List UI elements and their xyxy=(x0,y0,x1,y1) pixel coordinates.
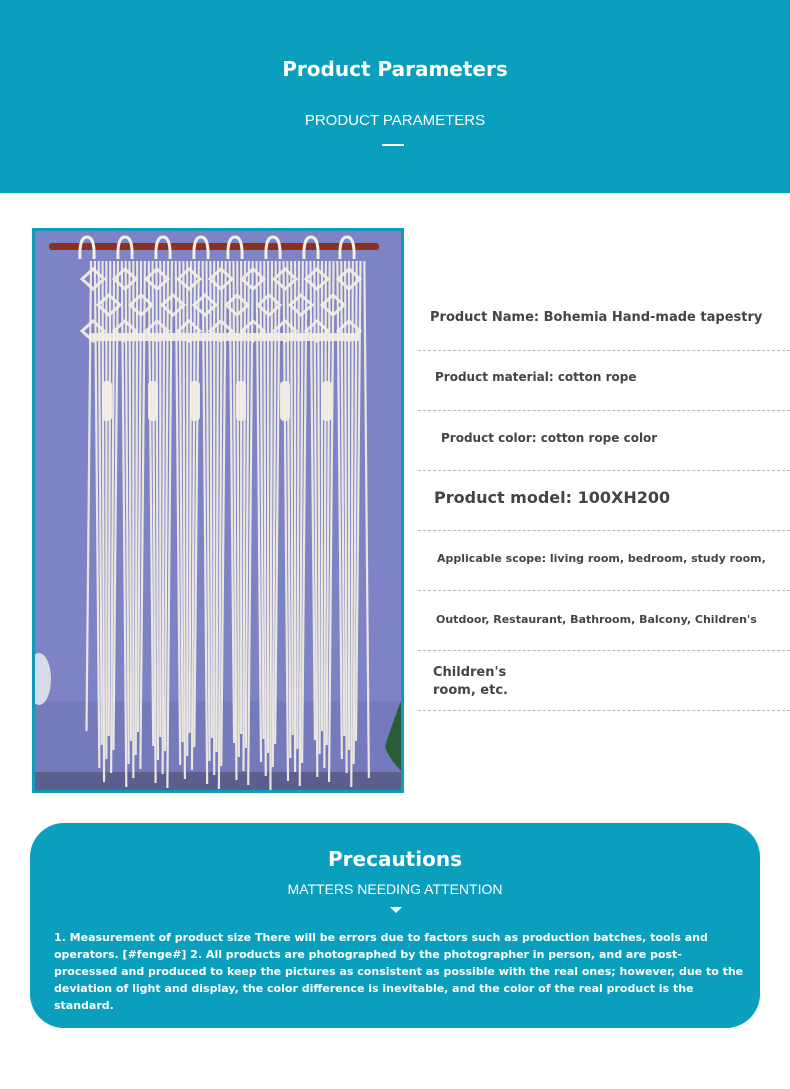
rope-strand xyxy=(291,261,293,735)
param-row-material xyxy=(418,350,790,411)
rope-tassel xyxy=(190,381,200,421)
param-row-scope-continued xyxy=(418,590,790,651)
param-row-scope-end xyxy=(418,650,790,711)
header-banner xyxy=(0,0,790,193)
rope-strand xyxy=(190,261,192,733)
tapestry-illustration xyxy=(35,231,401,790)
header-subtitle: PRODUCT PARAMETERS xyxy=(304,112,486,129)
triangle-down-icon xyxy=(390,907,402,913)
rope-tassel xyxy=(102,381,112,421)
applicable-scope-end xyxy=(433,664,508,700)
precautions-panel xyxy=(30,823,760,1028)
scope-end-line2: room, etc. xyxy=(433,683,508,698)
rope-tassel xyxy=(322,381,332,421)
precautions-subtitle: MATTERS NEEDING ATTENTION xyxy=(287,881,503,897)
product-name: Product Name: Bohemia Hand-made tapestry xyxy=(430,310,763,325)
param-row-scope xyxy=(418,530,790,591)
applicable-scope-continued: Outdoor, Restaurant, Bathroom, Balcony, Children's xyxy=(436,613,757,626)
param-row-model xyxy=(418,470,790,531)
rope-tassel xyxy=(280,381,290,421)
rope-strand xyxy=(109,261,111,736)
product-material: Product material: cotton rope xyxy=(435,370,637,384)
applicable-scope: Applicable scope: living room, bedroom, study room, xyxy=(437,552,766,565)
product-color: Product color: cotton rope color xyxy=(441,431,658,445)
param-row-color xyxy=(418,410,790,471)
rope-tassel xyxy=(236,381,246,421)
header-divider xyxy=(382,144,404,146)
product-model: Product model: 100XH200 xyxy=(434,488,671,507)
param-row-name xyxy=(418,290,790,351)
header-title: Product Parameters xyxy=(282,57,508,81)
knot-bar xyxy=(89,333,359,341)
precautions-body: 1. Measurement of product size There will be errors due to factors such as production batches, tools and operators. [#fenge#] 2. All products are photographed by the photographer in person, and are post-processed and produced to keep the pictures as consistent as possible with the real ones; however, due to the deviation of light and display, the color difference is inevitable, and the color of the real product is the standard. xyxy=(54,931,744,1012)
wooden-rod xyxy=(49,243,379,250)
precautions-title: Precautions xyxy=(328,847,462,871)
product-photo xyxy=(32,228,404,793)
scope-end-line1: Children's xyxy=(433,665,507,680)
rope-tassel xyxy=(148,381,158,421)
